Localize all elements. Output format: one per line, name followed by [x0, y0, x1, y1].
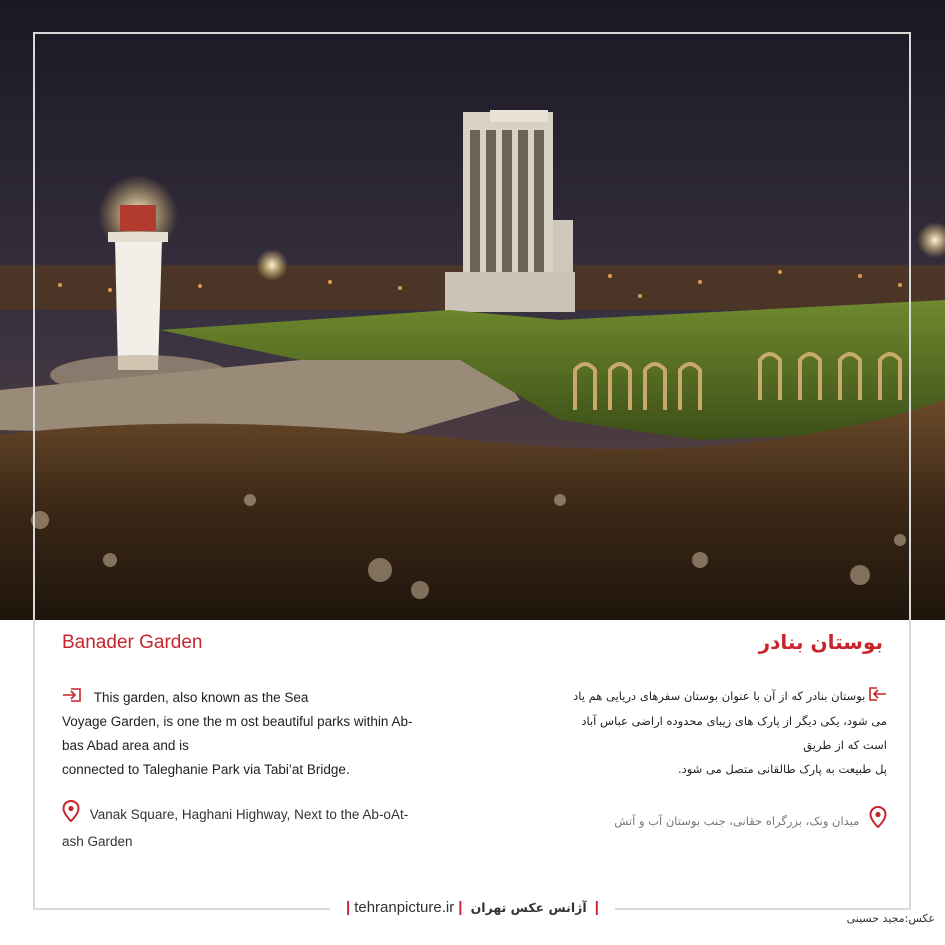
arrow-enter-icon — [62, 686, 82, 710]
address-persian: میدان ونک، بزرگراه حقانی، جنب بوستان آب و آتش — [487, 806, 887, 836]
footer-box — [330, 899, 615, 916]
description-english-line: This garden, also known as the Sea — [62, 686, 462, 710]
description-persian-line: می شود، یکی دیگر از پارک های زیبای محدوده اراضی عباس آباد — [581, 713, 887, 728]
footer-divider: | — [345, 899, 351, 916]
description-english-line: bas Abad area and is — [62, 738, 189, 754]
footer-site-link[interactable]: tehranpicture.ir — [354, 899, 455, 916]
description-english-line: connected to Taleghanie Park via Tabi’at Bridge. — [62, 762, 350, 778]
description-persian-line: بوستان بنادر که از آن با عنوان بوستان سفرهای دریایی هم یاد — [487, 684, 887, 709]
footer-divider: | — [594, 899, 599, 916]
address-english — [62, 800, 462, 854]
description-english — [62, 686, 462, 782]
address-english-line: Vanak Square, Haghani Highway, Next to the Ab-oAt- — [62, 800, 462, 830]
description-english-line: Voyage Garden, is one the m ost beautiful parks within Ab- — [62, 714, 413, 730]
title-english: Banader Garden — [62, 632, 203, 653]
location-pin-icon — [62, 800, 80, 830]
footer-agency-name: آژانس عکس تهران — [470, 900, 587, 915]
description-persian-line: است که از طریق — [803, 737, 887, 752]
description-persian-line: پل طبیعت به پارک طالقانی متصل می شود. — [677, 761, 887, 776]
footer-divider: | — [458, 899, 463, 916]
address-english-line: ash Garden — [62, 834, 133, 849]
title-persian: بوستان بنادر — [758, 630, 883, 654]
description-persian — [487, 684, 887, 781]
arrow-enter-icon — [869, 685, 887, 709]
photo-credit: عکس:مجید حسینی — [846, 912, 935, 925]
footer — [0, 897, 945, 916]
location-pin-icon — [869, 806, 887, 836]
